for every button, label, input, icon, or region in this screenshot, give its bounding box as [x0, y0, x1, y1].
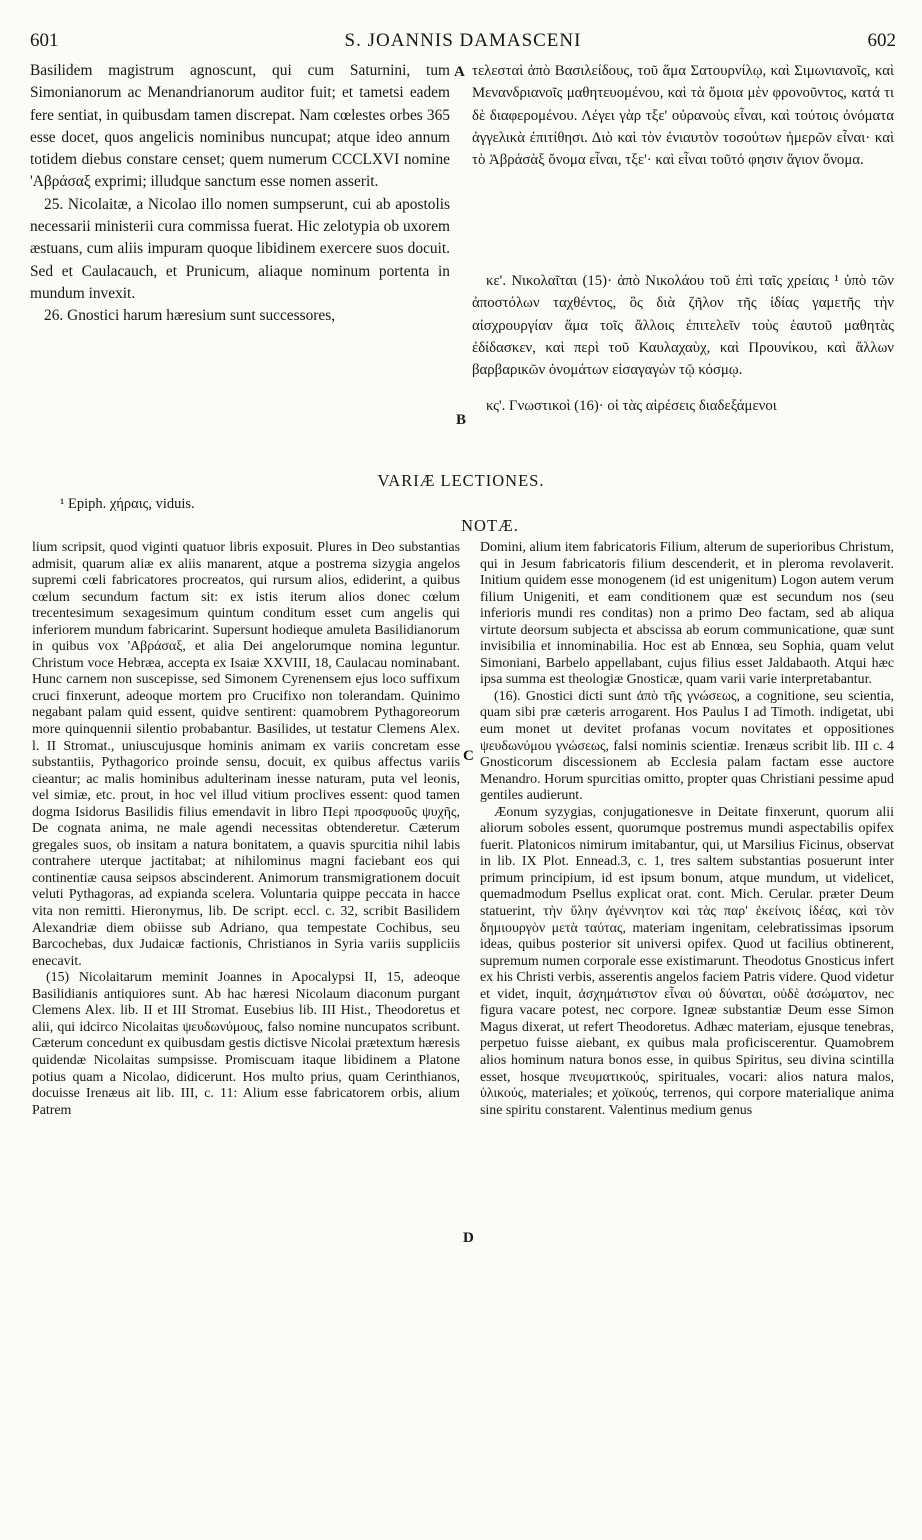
note-16-aeonum: Æonum syzygias, conjugationesve in Deitate finxerunt, quorum alii aliorum soboles essent, quorumque postremus mundi aspectabilis opifex fuerit. Platonicos nimirum imitabantur, qui, ut Marsilius Ficinus, observat in lib. IX Plot. Ennead.3, c. 1, tres saltem substantias posuerunt inter primum principium, id est ipsum bonum, atque mundum, ut videlicet, quemadmodum Psellus explicat orat. cont. Mich. Cerular. præter Deum statuerint, τὴν ὕλην ἀγέννητον καὶ τὰς παρ' ἐκείνοις ἰδέας, καὶ τὸν δημιουργὸν μετὰ ταύτας, materiam ingenitam, celebratissimas ipsorum ideas, quibus posterior sit universi opifex. Quod ut facilius obtinerent, supremum numen corporale esse existimarunt. Theodotus Gnosticus infert ex his Christi verbis, asserentis angelos faciem Patris videre. Quod videtur et videt, inquit, ἀσχημάτιστον εἶναι οὐ δύναται, οὐδὲ ἀσώματον, nec figura vacare potest, nec corpore. Igneæ substantiæ Deum esse Simon Magus dixerat, ut refert Theodoretus. Adhæc materiam, ejusque tenebras, perpetuo fuisse aiebant, ex quibus mala proficiscerentur. Quamobrem alios hominum natura bonos esse, in quibus Spiritus, seu divina scintilla esset, hosque πνευματικούς, spirituales, vocari: alios natura malos, ὑλικούς, materiales; et χοϊκούς, terrenos, qui corpore materialique anima sine spiritu constarent. Valentinus medium genus: [480, 804, 894, 1118]
margin-mark-c: C: [463, 748, 474, 764]
latin-column: [30, 60, 450, 328]
greek-paragraph-nicolaitae: κε'. Νικολαῖται (15)· ἀπὸ Νικολάου τοῦ ἐπὶ ταῖς χρείαις ¹ ὑπὸ τῶν ἀποστόλων ταχθέντος, ὃς διὰ ζῆλον τῆς ἰδίας γαμετῆς τὴν αἰσχρουργίαν ἅμα τοῖς ἄλλοις ἐπιτελεῖν τοὺς ἑαυτοῦ μαθητὰς ἐδίδασκεν, καὶ περὶ τοῦ Καυλαχαὺχ, καὶ Προυνίκου, καὶ ἄλλων βαρβαρικῶν ὀνομάτων εἰσαγαγὼν τῷ κόσμῳ.: [472, 273, 894, 379]
greek-paragraph-basilidians: τελεσταὶ ἀπὸ Βασιλείδους, τοῦ ἅμα Σατουρνίλῳ, καὶ Σιμωνιανοῖς, καὶ Μενανδριανοῖς μαθητευομένου, καὶ τὰ ὅμοια μὲν φρονοῦντος, κατά τι δὲ διαφερομένου. Λέγει γὰρ τξε' οὐρανοὺς εἶναι, καὶ τούτοις ὀνόματα ἀγγελικὰ ἐπιτίθησι. Διὸ καὶ τὸν ἐνιαυτὸν τοσούτων ἡμερῶν εἶναι· καὶ τὸ Ἀβράσὰξ ὄνομα εἶναι, τξε'· καὶ εἶναι τοῦτό φησιν ἅγιον ὄνομα.: [472, 63, 894, 169]
margin-mark-d: D: [463, 1230, 474, 1246]
latin-paragraph-gnostici: 26. Gnostici harum hæresium sunt successores,: [44, 307, 336, 325]
page-number-left: 601: [30, 30, 59, 51]
page-number-right: 602: [867, 30, 896, 51]
notes-left-column: [32, 540, 460, 1119]
greek-column-top: [472, 60, 894, 171]
greek-paragraph-gnostici: κς'. Γνωστικοὶ (16)· οἱ τὰς αἱρέσεις διαδεξάμενοι: [486, 398, 777, 415]
notae-heading: NOTÆ.: [461, 516, 519, 535]
margin-mark-a: A: [454, 64, 465, 80]
greek-column-bottom: [472, 270, 894, 418]
note-15-nicolaitae: (15) Nicolaitarum meminit Joannes in Apocalypsi II, 15, adeoque Basilidianis antiquiores sunt. Ab hac hæresi Nicolaum diaconum purgant Clemens Alex. lib. II et III Stromat. Eusebius lib. III Hist., Theodoretus et alii, qui idcirco Nicolaitas ψευδωνύμους, falso nomine nuncupatos scribunt. Cæterum concedunt ex quibusdam gestis dictisve Nicolai prætextum hæresis quidendæ Nicolaitas sumpsisse. Promiscuam itaque libidinem a Platone potius quam a Nicolao, didicerunt. Hos multo prius, quam Cerinthianos, docuisse Irenæus ait lib. III, c. 11: Alium esse fabricatorem orbis, alium Patrem: [32, 970, 460, 1118]
note-15-continued: Domini, alium item fabricatoris Filium, alterum de superioribus Christum, qui in Jesum fabricatoris filium descenderit, et in pleroma revolaverit. Initium quidem esse monogenem (id est unigenitum) Logon autem verum filium Unigeniti, et eam conditionem quæ est secundum nos (seu inferioris mundi res conditas) non a primo Deo factam, sed ab aliqua virtute deorsum subjecta et abscissa ab eorum communicatione, quæ sunt invisibilia et innominabilia. Hoc est ab Ennœa, seu Sophia, quam velut Simoniani, Barbelo appellabant, cujus filius esset Jaldabaoth. Atqui hæc ipsa summa est theologiæ Gnosticæ, quam varii varie interpretabantur.: [480, 540, 894, 688]
running-header: [30, 30, 896, 56]
note-basilides-continued: lium scripsit, quod viginti quatuor libris exposuit. Plures in Deo substantias admisit, quarum aliæ ex aliis manarent, atque a postrema sizygia angelos supremi cœli fabricatores procreatos, qui rursum alios, ediderint, a quibus cœlum secundum factum sit: ex istis iterum alios donec cœlum trecentesimum sexagesimum quintum conditum esset cum angelis qui inferiorem mundum fabricarint. Supersunt hodieque amuleta Basilidianorum in quibus vox 'Αβράσαξ, et alia Dei angelorumque nomina leguntur. Christum voce Hebræa, accepta ex Isaiæ XXVIII, 18, Caulacau nominabant. Hunc carnem non suscepisse, sed Simonem Cyrenensem ejus loco suffixum cruci finxerunt, adeoque mortem pro Crucifixo non tolerandam. Quinimo negabant palam quid essent, quidve sentirent: quamobrem Pythagoreorum more quinquennii silentio probabantur. Basilides, ut testatur Clemens Alex. l. II Stromat., uniuscujusque hominis animam ex variis concretam esse substantiis, Pythagorico proinde sensu, docuit, ex quibus affectus variis cieantur; ac malis hominibus adulterinam inesse naturam, puta vel leonis, vel simiæ, etc. prout, in hoc vel illud vitium proclives essent: quod tamen dogma Isidorus Basilidis filius emendavit in libro Περὶ προσφυοῦς ψυχῆς, De cognata anima, ne male agendi necessitas obtenderetur. Cæterum gregales suos, ob insitam a natura bonitatem, a quavis spurcitia nihil labis contrahere uterque jactitabat; at nihilominus magni faciebant eos qui continentiæ causa seipsos abscinderent. Animorum transmigrationem docuit veluti Pythagoras, ad expianda scelera. Voluntaria quippe peccata in hacce vita non remitti. Hieronymus, lib. De script. eccl. c. 32, scribit Basilidem Alexandriæ diem obiisse sub Adriano, qua tempestate Cochibus, seu Barcochebas, dux Judaicæ factionis, Christianos in Syria variis suppliciis enecavit.: [32, 540, 460, 969]
margin-mark-b: B: [456, 412, 467, 428]
variant-reading-entry: ¹ Epiph. χήραις, viduis.: [60, 496, 195, 512]
notes-right-column: [480, 540, 894, 1119]
note-16-gnostici: (16). Gnostici dicti sunt ἀπὸ τῆς γνώσεως, a cognitione, seu scientia, quam sibi præ cæteris arrogarent. Hos Paulus I ad Timoth. indigetat, ubi eum monet ut devitet profanas vocum novitates et oppositiones ψευδωνύμου γνώσεως, falsi nominis scientiæ. Irenæus scribit lib. III c. 4 Gnosticorum discessionem ab Ecclesia palam factam esse auctore Menandro. Horum spurcitias omitto, propter quas Christiani pessime apud gentiles audierunt.: [480, 688, 894, 804]
running-title: S. JOANNIS DAMASCENI: [344, 30, 582, 51]
latin-paragraph-nicolaitae: 25. Nicolaitæ, a Nicolao illo nomen sumpserunt, cui ab apostolis necessarii ministerii cura commissa fuerat. Hic zelotypia ob uxorem æstuans, cum aliis impuram quoque libidinem exercere suos docuit. Sed et Caulacauch, et Prunicum, aliaque nominum portenta in mundum invexit.: [30, 195, 450, 302]
latin-paragraph-basilidians: Basilidem magistrum agnoscunt, qui cum Saturnini, tum Simonianorum ac Menandrianorum auditor fuit; et tametsi eadem fere sentiat, in quibusdam tamen discrepat. Nam cœlestes orbes 365 esse docet, quos angelicis nominibus nuncupat; atque ideo annum totidem diebus constare censet; quem numerum CCCLXVI nomine 'Αβράσαξ exprimi; illudque sanctum esse nomen asserit.: [30, 62, 450, 191]
variae-lectiones-heading: VARIÆ LECTIONES.: [377, 471, 545, 490]
